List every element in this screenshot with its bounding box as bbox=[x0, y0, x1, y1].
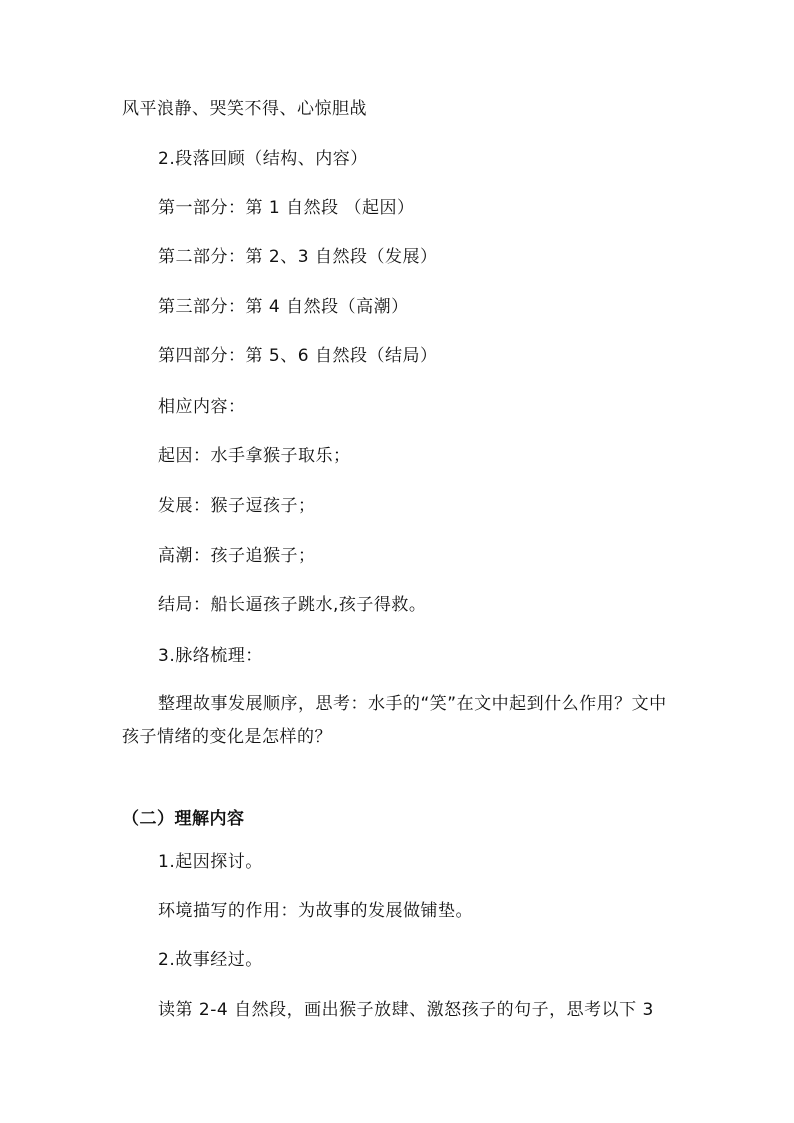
structure-part-4: 第四部分：第 5、6 自然段（结局） bbox=[158, 346, 438, 366]
structure-part-2: 第二部分：第 2、3 自然段（发展） bbox=[158, 247, 438, 267]
subheading-cause: 1.起因探讨。 bbox=[158, 852, 263, 872]
reading-instruction-line: 读第 2-4 自然段，画出猴子放肆、激怒孩子的句子，思考以下 3 bbox=[158, 1000, 654, 1020]
environment-description-line: 环境描写的作用：为故事的发展做铺垫。 bbox=[158, 901, 473, 921]
content-climax: 高潮：孩子追猴子； bbox=[158, 546, 316, 566]
section-heading-context: 3.脉络梳理： bbox=[158, 646, 263, 666]
content-ending: 结局：船长逼孩子跳水,孩子得救。 bbox=[158, 595, 427, 615]
subheading-story-process: 2.故事经过。 bbox=[158, 950, 263, 970]
vocabulary-line: 风平浪静、哭笑不得、心惊胆战 bbox=[122, 99, 367, 119]
section-heading-understand: （二）理解内容 bbox=[122, 809, 245, 829]
content-cause: 起因：水手拿猴子取乐； bbox=[158, 446, 351, 466]
question-paragraph: 整理故事发展顺序，思考：水手的“笑”在文中起到什么作用？文中孩子情绪的变化是怎样的？ bbox=[122, 694, 667, 747]
content-development: 发展：猴子逗孩子； bbox=[158, 496, 316, 516]
structure-part-1: 第一部分：第 1 自然段 （起因） bbox=[158, 198, 415, 218]
section-heading-paragraph-review: 2.段落回顾（结构、内容） bbox=[158, 149, 368, 169]
content-label: 相应内容： bbox=[158, 397, 246, 417]
structure-part-3: 第三部分：第 4 自然段（高潮） bbox=[158, 297, 409, 317]
